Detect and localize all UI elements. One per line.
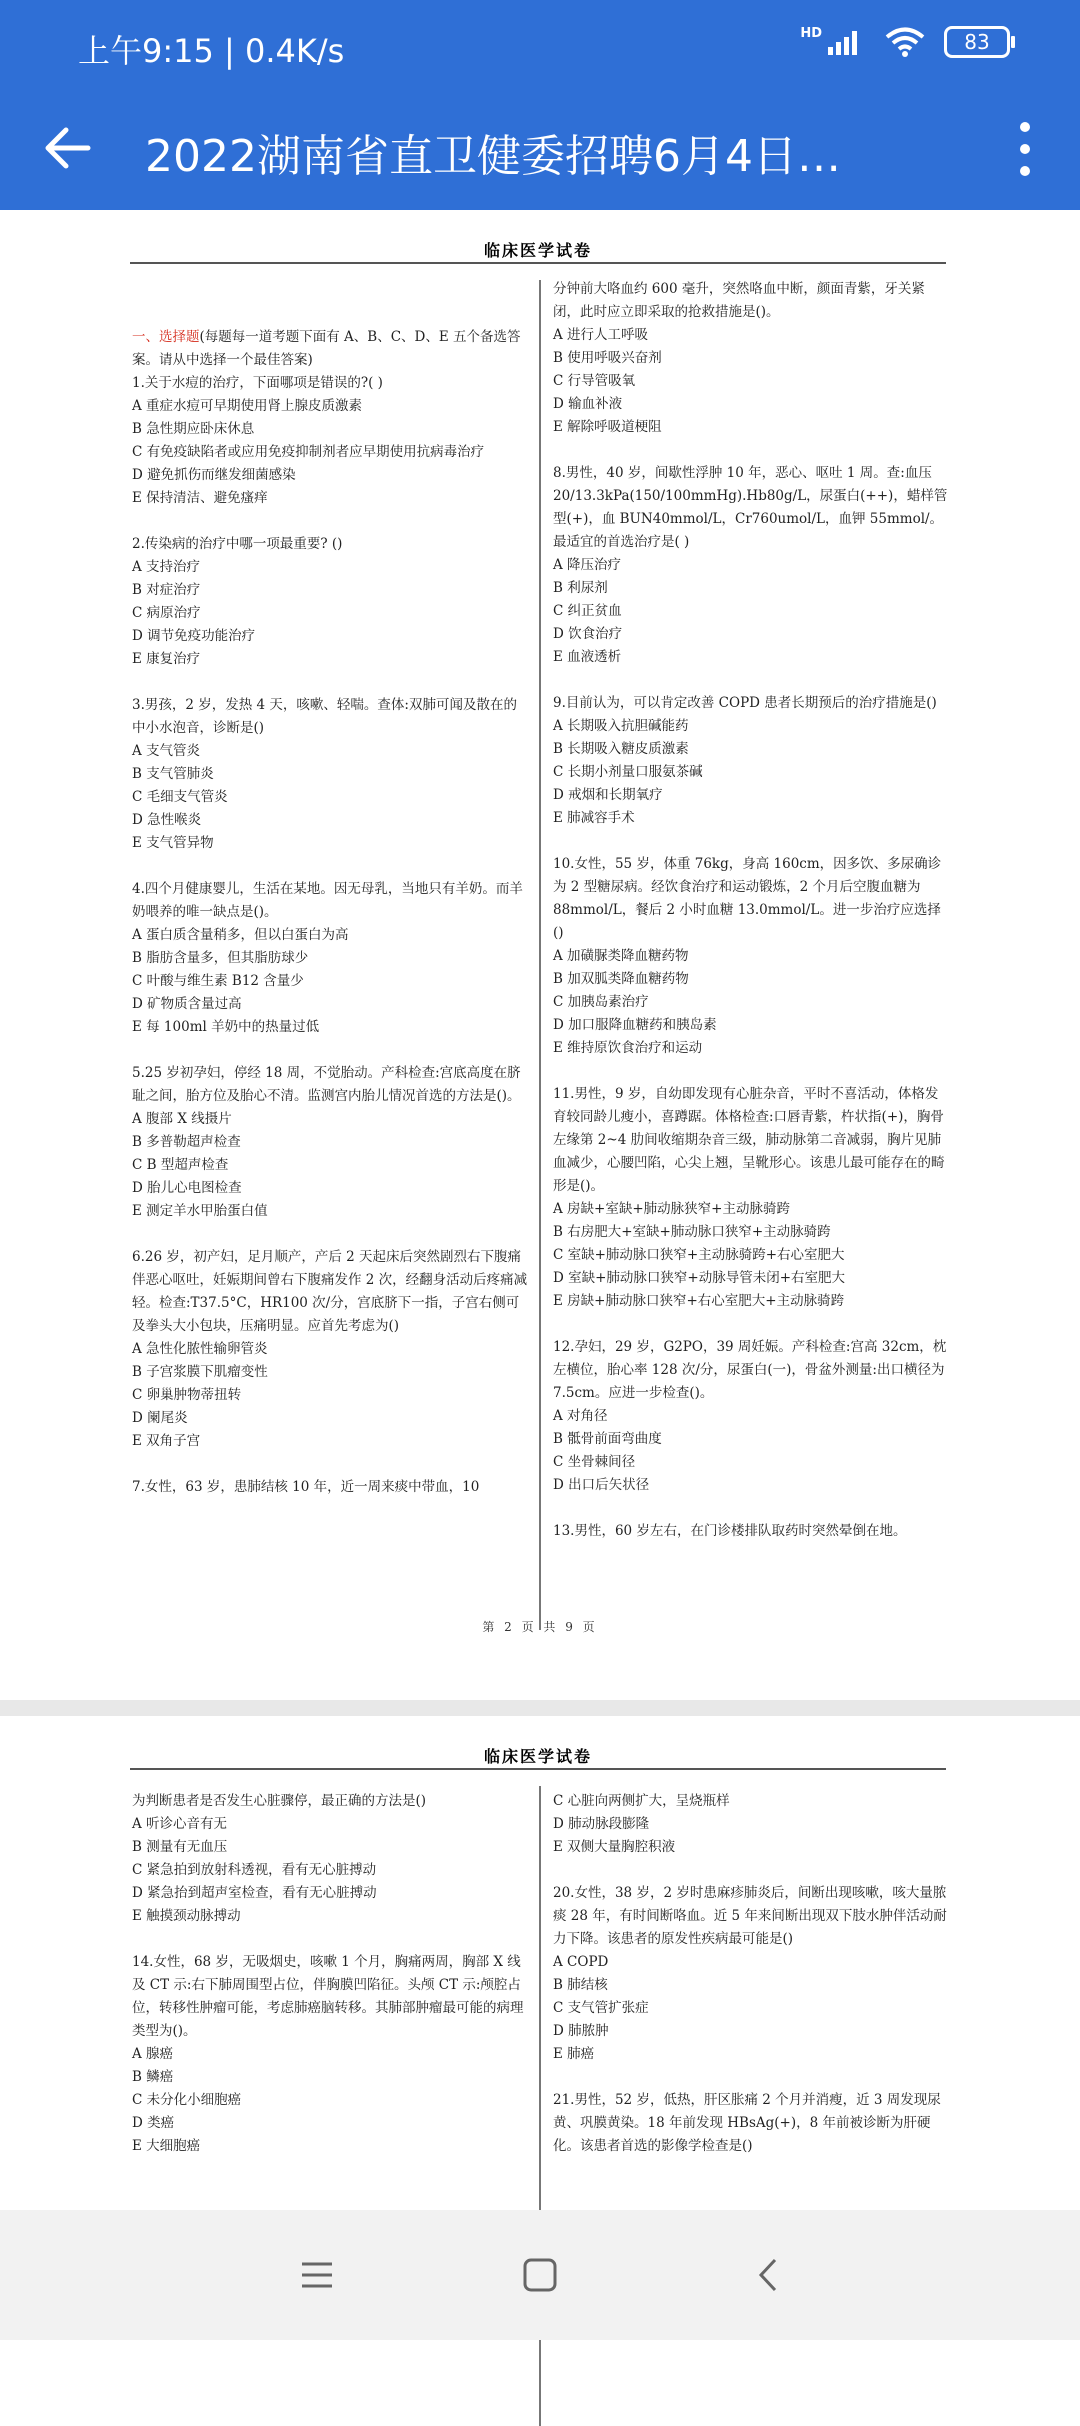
- menu-icon[interactable]: [292, 2250, 342, 2300]
- text-line: 11.男性，9 岁，自幼即发现有心脏杂音，平时不喜活动，体格发育较同龄儿瘦小，喜蹲踞。体格检查:口唇青紫，杵状指(+)，胸骨左缘第 2~4 肋间收缩期杂音三级，肺动脉第二音减弱，胸片见肺血减少，心腰凹陷，心尖上翘，呈靴形心。该患儿最可能存在的畸形是()。: [553, 1086, 945, 1194]
- header-divider: [130, 1768, 946, 1770]
- back-chevron-icon[interactable]: [745, 2250, 795, 2300]
- text-line: A 房缺+室缺+肺动脉狭窄+主动脉骑跨: [553, 1201, 790, 1217]
- text-line: 21.男性，52 岁，低热，肝区胀痛 2 个月并消瘦，近 3 周发现尿黄、巩膜黄染。18 年前发现 HBsAg(+)，8 年前被诊断为肝硬化。该患者首选的影像学检查是(): [553, 2092, 941, 2154]
- text-line: D 输血补液: [553, 396, 623, 412]
- text-line: D 肺脓肿: [553, 2023, 609, 2039]
- text-line: D 戒烟和长期氧疗: [553, 787, 663, 803]
- text-line: 14.女性，68 岁，无吸烟史，咳嗽 1 个月，胸痛两周，胸部 X 线及 CT 示:右下肺周围型占位，伴胸膜凹陷征。头颅 CT 示:颅腔占位，转移性肿瘤可能，考虑肺癌脑转移。其肺部肿瘤最可能的病理类型为()。: [132, 1954, 524, 2039]
- text-line: D 矿物质含量过高: [132, 996, 242, 1012]
- system-nav-bar: [0, 2210, 1080, 2340]
- text-line: C 紧急拍到放射科透视，看有无心脏搏动: [132, 1862, 377, 1878]
- text-line: E 支气管异物: [132, 835, 214, 851]
- text-line: C 心脏向两侧扩大，呈烧瓶样: [553, 1793, 730, 1809]
- text-line: A 支持治疗: [132, 559, 201, 575]
- app-bar: [0, 90, 1080, 210]
- text-line: B 多普勒超声检查: [132, 1134, 241, 1150]
- paragraph-gap: [132, 510, 528, 533]
- text-line: B 支气管肺炎: [132, 766, 214, 782]
- text-line: 12.孕妇，29 岁，G2PO，39 周妊娠。产科检查:宫高 32cm，枕左横位，胎心率 128 次/分，尿蛋白(一)，骨盆外测量:出口横径为 7.5cm。应进一步检查()。: [553, 1339, 947, 1401]
- document-title: 2022湖南省直卫健委招聘6月4日…: [145, 131, 841, 182]
- text-line: A 降压治疗: [553, 557, 622, 573]
- text-line: E 肺癌: [553, 2046, 595, 2062]
- paragraph-gap: [553, 439, 949, 462]
- paragraph-gap: [132, 1223, 528, 1246]
- paragraph-gap: [553, 1060, 949, 1083]
- text-line: C 支气管扩张症: [553, 2000, 649, 2016]
- text-line: D 室缺+肺动脉口狭窄+动脉导管未闭+右室肥大: [553, 1270, 846, 1286]
- text-line: C 室缺+肺动脉口狭窄+主动脉骑跨+右心室肥大: [553, 1247, 845, 1263]
- text-line: 8.男性，40 岁，间歇性浮肿 10 年，恶心、呕吐 1 周。查:血压 20/13.3kPa(150/100mmHg).Hb80g/L，尿蛋白(++)，蜡样管型(+)，血 BUN40mmol/L，Cr760umol/L，血钾 55mmol/。最适宜的首选治疗是( ): [553, 465, 948, 550]
- text-line: C 未分化小细胞癌: [132, 2092, 242, 2108]
- text-line: C 有免疫缺陷者或应用免疫抑制剂者应早期使用抗病毒治疗: [132, 444, 485, 460]
- text-line: E 保持清洁、避免瘙痒: [132, 490, 268, 506]
- text-line: 3.男孩，2 岁，发热 4 天，咳嗽、轻喘。查体:双肺可闻及散在的中小水泡音，诊断是(): [132, 697, 517, 736]
- text-line: B 脂肪含量多，但其脂肪球少: [132, 950, 309, 966]
- text-line: 13.男性，60 岁左右，在门诊楼排队取药时突然晕倒在地。: [553, 1523, 907, 1539]
- text-line: E 血液透析: [553, 649, 622, 665]
- left-column: [132, 326, 528, 1499]
- text-line: A 听诊心音有无: [132, 1816, 228, 1832]
- page-header: 临床医学试卷: [483, 241, 592, 260]
- status-bar: [0, 0, 1080, 90]
- text-line: B 急性期应卧床休息: [132, 421, 255, 437]
- text-line: C 纠正贫血: [553, 603, 622, 619]
- text-line: C 病原治疗: [132, 605, 201, 621]
- paragraph-gap: [553, 2066, 949, 2089]
- paragraph-gap: [132, 1039, 528, 1062]
- paragraph-gap: [132, 1928, 528, 1951]
- text-line: A 腺癌: [132, 2046, 174, 2062]
- text-line: 7.女性，63 岁，患肺结核 10 年，近一周来痰中带血，10: [132, 1479, 480, 1495]
- text-line: B 对症治疗: [132, 582, 201, 598]
- text-line: B 利尿剂: [553, 580, 608, 596]
- paragraph-gap: [132, 1453, 528, 1476]
- header-divider: [130, 262, 946, 264]
- text-line: 5.25 岁初孕妇，停经 18 周，不觉胎动。产科检查:宫底高度在脐耻之间，胎方位及胎心不清。监测宫内胎儿情况首选的方法是()。: [132, 1065, 521, 1104]
- text-line: C 坐骨棘间径: [553, 1454, 636, 1470]
- text-line: A 支气管炎: [132, 743, 201, 759]
- text-line: D 调节免疫功能治疗: [132, 628, 256, 644]
- battery-level: 83: [964, 30, 990, 54]
- text-line: C 卵巢肿物蒂扭转: [132, 1387, 242, 1403]
- text-span: (每题每一道考题下面有 A、B、C、D、E 五个备选答案。请从中选择一个最佳答案): [132, 329, 521, 368]
- text-line: 9.目前认为，可以肯定改善 COPD 患者长期预后的治疗措施是(): [553, 695, 937, 711]
- text-line: A 长期吸入抗胆碱能药: [553, 718, 689, 734]
- text-line: E 触摸颈动脉搏动: [132, 1908, 241, 1924]
- hd-label: HD: [800, 25, 822, 41]
- text-line: 6.26 岁，初产妇，足月顺产，产后 2 天起床后突然剧烈右下腹痛伴恶心呕吐，妊娠期间曾右下腹痛发作 2 次，经翻身活动后疼痛减轻。检查:T37.5°C，HR100 次/分，宫底脐下一指，子宫右侧可及拳头大小包块，压痛明显。应首先考虑为(): [132, 1249, 528, 1334]
- text-line: A 蛋白质含量稍多，但以白蛋白为高: [132, 927, 349, 943]
- text-line: C 长期小剂量口服氨茶碱: [553, 764, 703, 780]
- page-footer: 第 2 页 共 9 页: [482, 1620, 598, 1634]
- page-header: 临床医学试卷: [483, 1747, 592, 1766]
- text-line: B 加双胍类降血糖药物: [553, 971, 689, 987]
- back-arrow-icon[interactable]: [38, 118, 98, 178]
- text-line: D 饮食治疗: [553, 626, 623, 642]
- text-line: B 右房肥大+室缺+肺动脉口狭窄+主动脉骑跨: [553, 1224, 831, 1240]
- text-line: A 进行人工呼吸: [553, 327, 649, 343]
- text-line: E 解除呼吸道梗阻: [553, 419, 662, 435]
- column-divider: [539, 280, 541, 1630]
- text-line: E 双侧大量胸腔积液: [553, 1839, 676, 1855]
- text-line: [132, 326, 528, 372]
- text-line: B 长期吸入糖皮质激素: [553, 741, 689, 757]
- text-line: 2.传染病的治疗中哪一项最重要? (): [132, 536, 343, 552]
- text-line: A 腹部 X 线摄片: [132, 1111, 232, 1127]
- text-line: B 子宫浆膜下肌瘤变性: [132, 1364, 268, 1380]
- document-page: [0, 210, 1080, 1700]
- text-line: D 类癌: [132, 2115, 175, 2131]
- left-column: [132, 1790, 528, 2158]
- text-line: D 阑尾炎: [132, 1410, 188, 1426]
- text-line: E 房缺+肺动脉口狭窄+右心室肥大+主动脉骑跨: [553, 1293, 845, 1309]
- more-vert-icon[interactable]: [1015, 118, 1035, 180]
- text-line: 20.女性，38 岁，2 岁时患麻疹肺炎后，间断出现咳嗽，咳大量脓痰 28 年，有时间断咯血。近 5 年来间断出现双下肢水肿伴活动耐力下降。该患者的原发性疾病最可能是(): [553, 1885, 947, 1947]
- right-column: [553, 1790, 949, 2158]
- text-line: E 双角子宫: [132, 1433, 201, 1449]
- text-line: 为判断患者是否发生心脏骤停，最正确的方法是(): [132, 1793, 427, 1809]
- text-line: C 加胰岛素治疗: [553, 994, 649, 1010]
- text-line: A 急性化脓性输卵管炎: [132, 1341, 268, 1357]
- text-line: E 康复治疗: [132, 651, 201, 667]
- document-viewer[interactable]: [0, 210, 1080, 2210]
- text-line: E 维持原饮食治疗和运动: [553, 1040, 703, 1056]
- text-line: 1.关于水痘的治疗，下面哪项是错误的?( ): [132, 375, 383, 391]
- text-line: A 重症水痘可早期使用肾上腺皮质激素: [132, 398, 363, 414]
- text-line: D 急性喉炎: [132, 812, 202, 828]
- right-column: [553, 278, 949, 1543]
- paragraph-gap: [132, 855, 528, 878]
- paragraph-gap: [132, 671, 528, 694]
- home-square-icon[interactable]: [515, 2250, 565, 2300]
- text-line: C 叶酸与维生素 B12 含量少: [132, 973, 304, 989]
- text-line: E 肺减容手术: [553, 810, 635, 826]
- text-line: A COPD: [553, 1954, 609, 1970]
- text-line: B 肺结核: [553, 1977, 608, 1993]
- text-span: 一、: [132, 329, 159, 345]
- paragraph-gap: [553, 830, 949, 853]
- wifi-icon: [884, 26, 926, 58]
- paragraph-gap: [553, 1497, 949, 1520]
- text-line: B 使用呼吸兴奋剂: [553, 350, 662, 366]
- text-line: C 毛细支气管炎: [132, 789, 228, 805]
- text-line: E 测定羊水甲胎蛋白值: [132, 1203, 268, 1219]
- text-line: C B 型超声检查: [132, 1157, 229, 1173]
- section-keyword: 选择题: [159, 329, 200, 345]
- battery-icon: [944, 26, 1010, 58]
- text-line: A 加磺脲类降血糖药物: [553, 948, 689, 964]
- text-line: B 鳞癌: [132, 2069, 174, 2085]
- text-line: E 每 100ml 羊奶中的热量过低: [132, 1019, 320, 1035]
- text-line: D 紧急抬到超声室检查，看有无心脏搏动: [132, 1885, 377, 1901]
- paragraph-gap: [553, 1859, 949, 1882]
- text-line: B 骶骨前面弯曲度: [553, 1431, 662, 1447]
- text-line: 10.女性，55 岁，体重 76kg，身高 160cm，因多饮、多尿确诊为 2 型糖尿病。经饮食治疗和运动锻炼，2 个月后空腹血糖为 88mmol/L，餐后 2 小时血糖 13.0mmol/L。进一步治疗应选择(): [553, 856, 942, 941]
- text-line: C 行导管吸氧: [553, 373, 636, 389]
- status-icons: [800, 26, 1010, 58]
- text-line: D 胎儿心电图检查: [132, 1180, 242, 1196]
- text-line: D 肺动脉段膨隆: [553, 1816, 650, 1832]
- signal-icon: [826, 27, 866, 57]
- text-line: 4.四个月健康婴儿，生活在某地。因无母乳，当地只有羊奶。而羊奶喂养的唯一缺点是()。: [132, 881, 523, 920]
- text-line: B 测量有无血压: [132, 1839, 228, 1855]
- text-line: E 大细胞癌: [132, 2138, 201, 2154]
- status-time-speed: 上午9:15 | 0.4K/s: [78, 32, 345, 70]
- text-line: D 加口服降血糖药和胰岛素: [553, 1017, 717, 1033]
- text-line: A 对角径: [553, 1408, 608, 1424]
- text-line: 分钟前大咯血约 600 毫升，突然咯血中断，颜面青紫，牙关紧闭，此时应立即采取的抢救措施是()。: [553, 281, 925, 320]
- paragraph-gap: [553, 1313, 949, 1336]
- text-line: D 避免抓伤而继发细菌感染: [132, 467, 296, 483]
- paragraph-gap: [553, 669, 949, 692]
- text-line: D 出口后矢状径: [553, 1477, 650, 1493]
